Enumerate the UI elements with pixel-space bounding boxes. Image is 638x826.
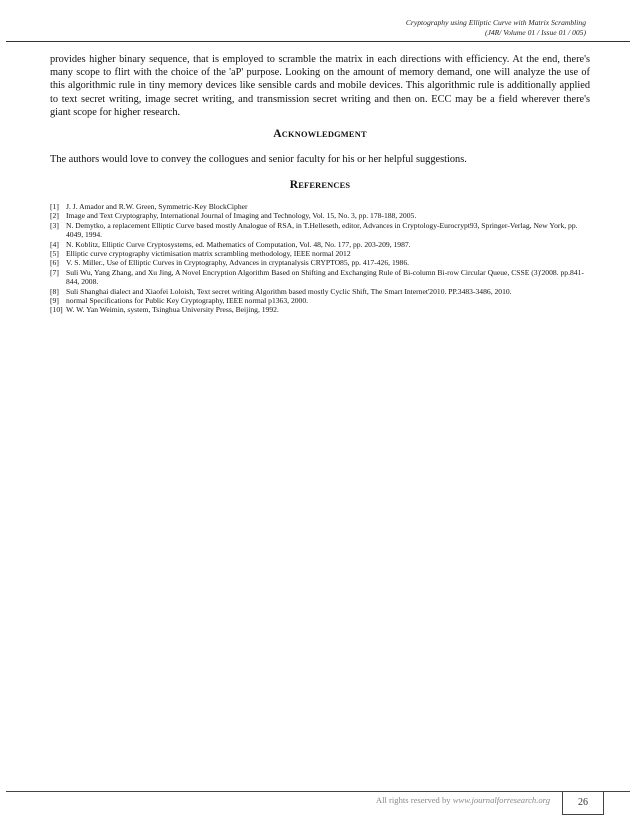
reference-item — [50, 305, 590, 314]
reference-text: N. Koblitz, Elliptic Curve Cryptosystems, ed. Mathematics of Computation, Vol. 48, No. 177, pp. 203-209, 1987. — [66, 239, 411, 249]
reference-number: [10] — [50, 305, 63, 315]
reference-item — [50, 258, 590, 267]
reference-text: V. S. Miller., Use of Elliptic Curves in Cryptography, Advances in cryptanalysis CRYPTO85, pp. 417-426, 1986. — [66, 258, 410, 268]
running-header — [226, 18, 586, 38]
reference-text: J. J. Amador and R.W. Green, Symmetric-Key BlockCipher — [66, 202, 248, 211]
reference-item — [50, 268, 590, 287]
reference-item — [50, 221, 590, 240]
references-heading — [50, 179, 590, 191]
reference-item — [50, 202, 590, 211]
heading-initial: A — [273, 128, 282, 140]
reference-text: W. W. Yan Weimin, system, Tsinghua University Press, Beijing, 1992. — [66, 305, 279, 315]
heading-initial: R — [289, 179, 299, 191]
footer-copyright — [300, 795, 550, 805]
reference-number: [8] — [50, 286, 59, 296]
acknowledgment-text: The authors would love to convey the collogues and senior faculty for his or her helpful suggestions. — [50, 154, 467, 165]
header-rule — [6, 41, 630, 42]
heading-rest: CKNOWLEDGMENT — [281, 130, 367, 139]
page-number: 26 — [562, 791, 604, 815]
rights-text: All rights reserved by — [375, 795, 451, 805]
reference-number: [2] — [50, 211, 59, 221]
reference-text: Suli Wu, Yang Zhang, and Xu Jing, A Novel Encryption Algorithm Based on Shifting and Exchanging Rule of Bi-column Bi-row Circular Queue, CSSE (3)'2008. pp.841-844, 2008. — [66, 267, 584, 287]
reference-number: [1] — [50, 202, 59, 211]
footer-rule — [6, 791, 630, 792]
acknowledgment-heading — [50, 128, 590, 140]
heading-rest: EFERENCES — [298, 181, 351, 190]
reference-item — [50, 211, 590, 220]
website-link[interactable]: www.journalforresearch.org — [452, 795, 550, 805]
reference-text: Elliptic curve cryptography victimisation matrix scrambling methodology, IEEE normal 2012 — [66, 249, 351, 259]
reference-text: Suli Shanghai dialect and Xiaofei Loloish, Text secret writing Algorithm based mostly Cyclic Shift, The Smart Internet'2010. PP.3483-3486, 2010. — [66, 286, 512, 296]
reference-item — [50, 287, 590, 296]
reference-item — [50, 240, 590, 249]
references-list — [50, 202, 590, 315]
journal-volume: (J4R/ Volume 01 / Issue 01 / 005) — [484, 28, 586, 37]
journal-title: Cryptography using Elliptic Curve with Matrix Scrambling — [405, 18, 586, 27]
reference-text: Image and Text Cryptography, International Journal of Imaging and Technology, Vol. 15, No. 3, pp. 178-188, 2005. — [66, 211, 417, 221]
reference-item — [50, 296, 590, 305]
reference-number: [7] — [50, 267, 59, 277]
reference-number: [4] — [50, 239, 59, 249]
reference-number: [6] — [50, 258, 59, 268]
reference-text: N. Demytko, a replacement Elliptic Curve based mostly Analogue of RSA, in T.Helleseth, editor, Advances in Cryptology-Eurocrypt93, Springer-Verlag, New York, pp. 4049, 1994. — [66, 220, 578, 240]
reference-item — [50, 249, 590, 258]
body-paragraph: provides higher binary sequence, that is employed to scramble the matrix in each directions with efficiency. At the end, there's many scope to flirt with the choice of the 'aP' purpose. Looking on the amount of memory demand, one will analyze the use of this algorithmic rule in tiny memory devices like sensible cards and mobile devices. This algorithmic rule is additionally applied to text secret writing, image secret writing, and transmission secret writing and then on. ECC may be a field wherever there's giant scope for higher research. — [50, 54, 590, 118]
reference-number: [3] — [50, 220, 59, 230]
reference-text: normal Specifications for Public Key Cryptography, IEEE normal p1363, 2000. — [66, 296, 309, 306]
reference-number: [5] — [50, 249, 59, 259]
reference-number: [9] — [50, 296, 59, 306]
